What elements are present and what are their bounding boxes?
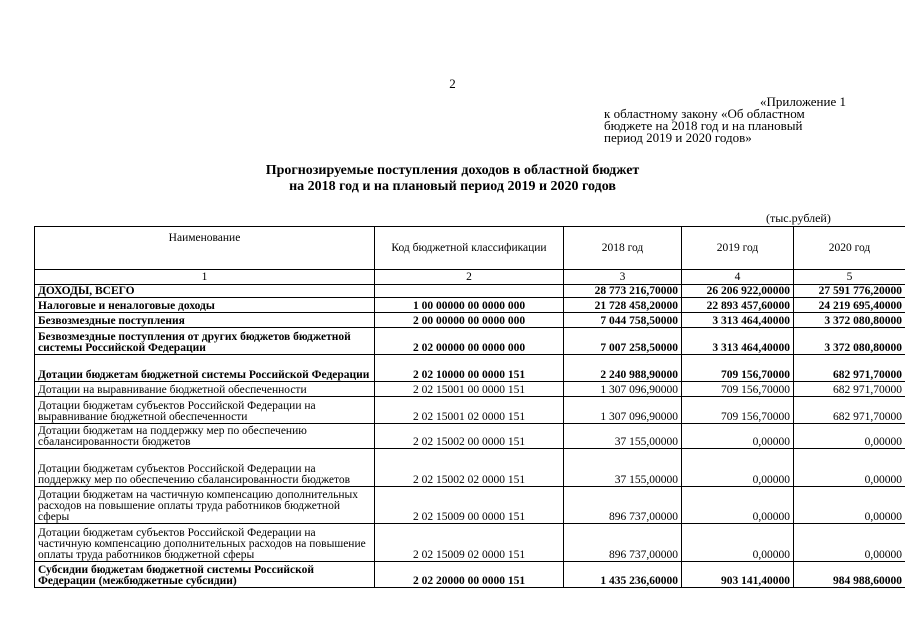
header-2019: 2019 год (682, 227, 794, 270)
row-value-2020: 984 988,60000 (794, 562, 905, 588)
header-2020: 2020 год (794, 227, 905, 270)
column-number: 4 (682, 270, 794, 285)
header-2018: 2018 год (564, 227, 682, 270)
row-value-2018: 1 307 096,90000 (564, 382, 682, 397)
appendix-line-1: «Приложение 1 (759, 94, 846, 109)
row-value-2018: 2 240 988,90000 (564, 355, 682, 382)
row-value-2020: 27 591 776,20000 (794, 285, 905, 298)
row-value-2019: 3 313 464,40000 (682, 313, 794, 328)
appendix-line-4: период 2019 и 2020 годов» (604, 130, 752, 145)
row-value-2020: 0,00000 (794, 524, 905, 562)
row-code: 2 02 10000 00 0000 151 (375, 355, 564, 382)
row-value-2019: 0,00000 (682, 449, 794, 487)
table-row (35, 524, 905, 562)
row-value-2020: 682 971,70000 (794, 355, 905, 382)
row-value-2019: 26 206 922,00000 (682, 285, 794, 298)
row-value-2019: 709 156,70000 (682, 382, 794, 397)
column-number: 5 (794, 270, 905, 285)
appendix-note (604, 96, 874, 144)
table-row (35, 449, 905, 487)
row-name: Безвозмездные поступления от других бюджетов бюджетной системы Российской Федерации (35, 328, 375, 355)
row-name: Дотации бюджетам субъектов Российской Федерации на выравнивание бюджетной обеспеченности (35, 397, 375, 424)
table-row (35, 562, 905, 588)
row-value-2020: 682 971,70000 (794, 382, 905, 397)
document-title (0, 163, 905, 195)
row-name: Дотации на выравнивание бюджетной обеспеченности (35, 382, 375, 397)
row-value-2018: 896 737,00000 (564, 524, 682, 562)
row-value-2020: 24 219 695,40000 (794, 298, 905, 313)
row-value-2018: 1 435 236,60000 (564, 562, 682, 588)
row-value-2018: 7 044 758,50000 (564, 313, 682, 328)
column-number: 1 (35, 270, 375, 285)
table-header-row (35, 227, 905, 270)
row-code: 1 00 00000 00 0000 000 (375, 298, 564, 313)
row-code (375, 285, 564, 298)
row-code: 2 02 15002 00 0000 151 (375, 424, 564, 449)
row-value-2020: 0,00000 (794, 487, 905, 524)
row-name: Дотации бюджетам на частичную компенсацию дополнительных расходов на повышение оплаты труда работников бюджетной сферы (35, 487, 375, 524)
row-name: Налоговые и неналоговые доходы (35, 298, 375, 313)
column-number: 2 (375, 270, 564, 285)
units-label: (тыс.рублей) (766, 211, 831, 225)
row-value-2019: 709 156,70000 (682, 397, 794, 424)
row-code: 2 02 15001 00 0000 151 (375, 382, 564, 397)
table-row (35, 424, 905, 449)
row-value-2020: 682 971,70000 (794, 397, 905, 424)
row-value-2019: 709 156,70000 (682, 355, 794, 382)
row-code: 2 02 15009 02 0000 151 (375, 524, 564, 562)
row-value-2019: 903 141,40000 (682, 562, 794, 588)
row-value-2018: 37 155,00000 (564, 424, 682, 449)
table-row (35, 355, 905, 382)
table-row (35, 313, 905, 328)
row-code: 2 02 15009 00 0000 151 (375, 487, 564, 524)
revenue-table (34, 226, 905, 588)
row-name: Дотации бюджетам субъектов Российской Федерации на частичную компенсацию дополнительных расходов на повышение оплаты труда работников бюджетной сферы (35, 524, 375, 562)
row-value-2019: 22 893 457,60000 (682, 298, 794, 313)
row-code: 2 02 20000 00 0000 151 (375, 562, 564, 588)
header-name: Наименование (35, 227, 375, 270)
row-value-2020: 3 372 080,80000 (794, 328, 905, 355)
title-line-2: на 2018 год и на плановый период 2019 и 2020 годов (289, 179, 616, 194)
table-row (35, 285, 905, 298)
row-code: 2 00 00000 00 0000 000 (375, 313, 564, 328)
row-value-2019: 0,00000 (682, 524, 794, 562)
row-name: Дотации бюджетам бюджетной системы Российской Федерации (35, 355, 375, 382)
table-row (35, 487, 905, 524)
table-row (35, 397, 905, 424)
row-name: Безвозмездные поступления (35, 313, 375, 328)
table-row (35, 328, 905, 355)
row-value-2018: 896 737,00000 (564, 487, 682, 524)
row-code: 2 02 15001 02 0000 151 (375, 397, 564, 424)
row-code: 2 02 00000 00 0000 000 (375, 328, 564, 355)
table-row (35, 382, 905, 397)
row-value-2020: 3 372 080,80000 (794, 313, 905, 328)
column-number: 3 (564, 270, 682, 285)
title-line-1: Прогнозируемые поступления доходов в областной бюджет (265, 163, 640, 178)
page-number: 2 (449, 76, 456, 91)
table-row (35, 298, 905, 313)
row-code: 2 02 15002 02 0000 151 (375, 449, 564, 487)
row-value-2019: 0,00000 (682, 487, 794, 524)
row-value-2020: 0,00000 (794, 424, 905, 449)
row-value-2019: 3 313 464,40000 (682, 328, 794, 355)
appendix-line-2: к областному закону «Об областном (604, 106, 805, 121)
appendix-line-3: бюджете на 2018 год и на плановый (604, 118, 803, 133)
column-number-row (35, 270, 905, 285)
row-value-2018: 1 307 096,90000 (564, 397, 682, 424)
row-name: Субсидии бюджетам бюджетной системы Российской Федерации (межбюджетные субсидии) (35, 562, 375, 588)
row-value-2019: 0,00000 (682, 424, 794, 449)
header-code: Код бюджетной классификации (375, 227, 564, 270)
row-value-2018: 21 728 458,20000 (564, 298, 682, 313)
row-name: Дотации бюджетам субъектов Российской Федерации на поддержку мер по обеспечению сбалансированности бюджетов (35, 449, 375, 487)
row-value-2018: 28 773 216,70000 (564, 285, 682, 298)
row-value-2018: 7 007 258,50000 (564, 328, 682, 355)
row-value-2020: 0,00000 (794, 449, 905, 487)
row-value-2018: 37 155,00000 (564, 449, 682, 487)
row-name: ДОХОДЫ, ВСЕГО (35, 285, 375, 298)
row-name: Дотации бюджетам на поддержку мер по обеспечению сбалансированности бюджетов (35, 424, 375, 449)
